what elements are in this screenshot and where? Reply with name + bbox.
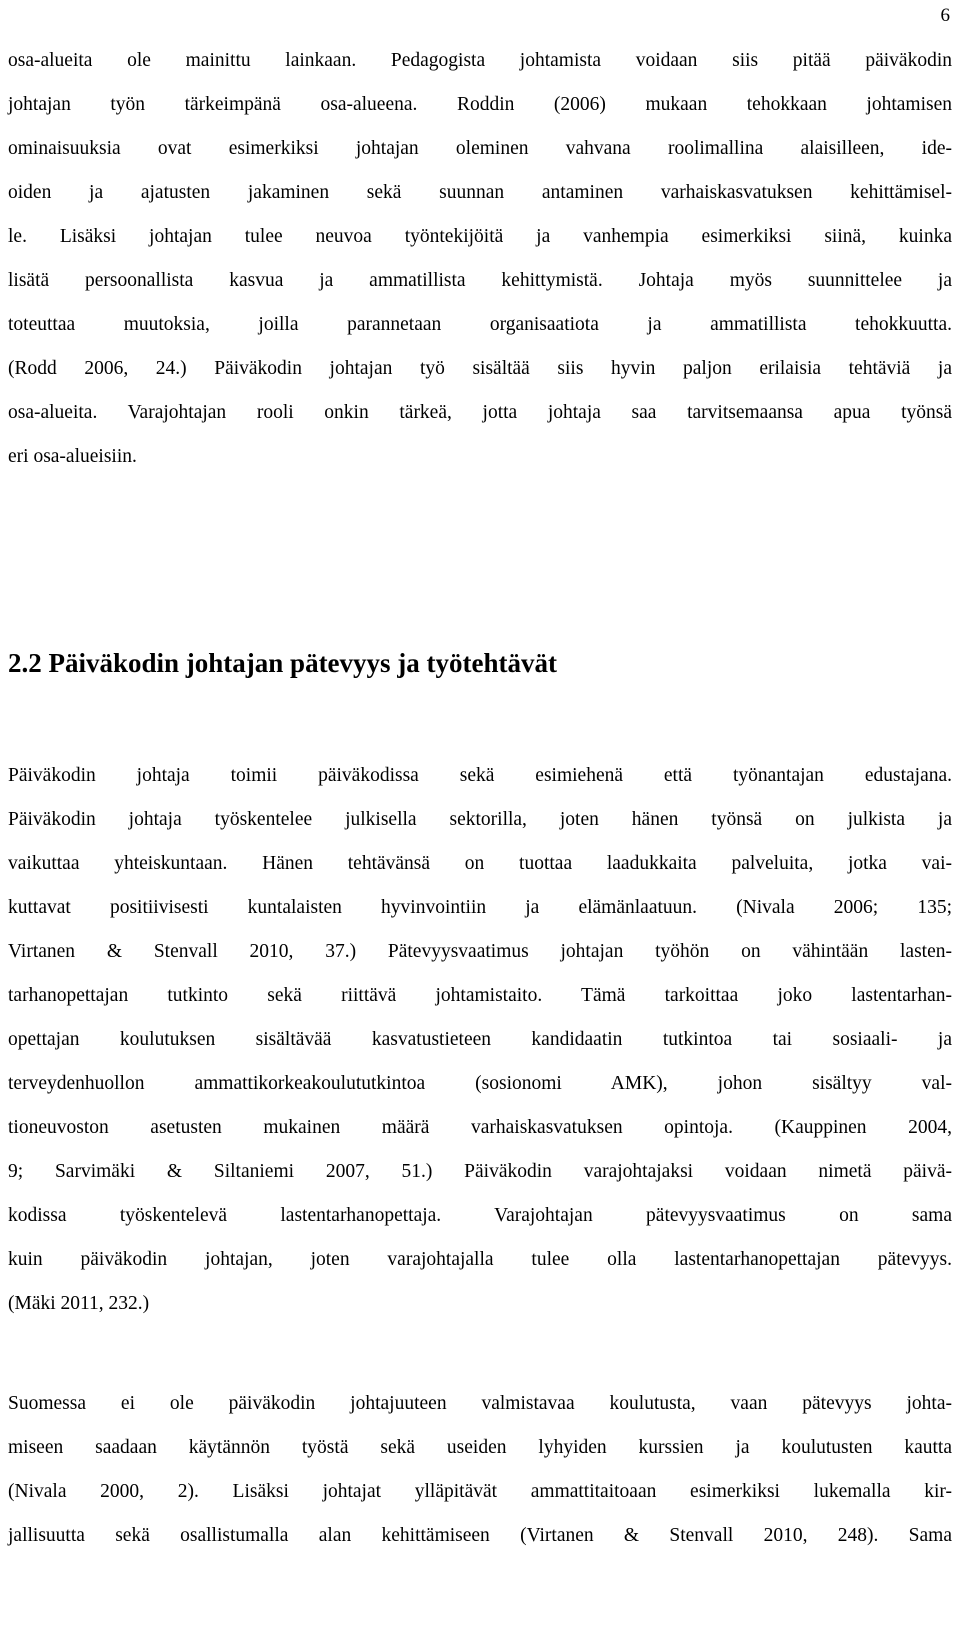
section-heading: 2.2 Päiväkodin johtajan pätevyys ja työtehtävät xyxy=(8,648,558,678)
text-line: (Nivala 2000, 2). Lisäksi johtajat ylläpitävät ammattitaitoaan esimerkiksi lukemalla kir- xyxy=(8,1481,952,1502)
text-line: osa-alueita ole mainittu lainkaan. Pedagogista johtamista voidaan siis pitää päiväkodin xyxy=(8,50,952,71)
text-line: tioneuvoston asetusten mukainen määrä varhaiskasvatuksen opintoja. (Kauppinen 2004, xyxy=(8,1117,952,1138)
text-line: lisätä persoonallista kasvua ja ammatillista kehittymistä. Johtaja myös suunnittelee ja xyxy=(8,270,952,291)
text-line: terveydenhuollon ammattikorkeakoulututkintoa (sosionomi AMK), johon sisältyy val- xyxy=(8,1073,952,1094)
text-line: osa-alueita. Varajohtajan rooli onkin tärkeä, jotta johtaja saa tarvitsemaansa apua työnsä xyxy=(8,402,952,423)
text-line: kuin päiväkodin johtajan, joten varajohtajalla tulee olla lastentarhanopettajan pätevyys. xyxy=(8,1249,952,1270)
text-line: vaikuttaa yhteiskuntaan. Hänen tehtävänsä on tuottaa laadukkaita palveluita, jotka vai- xyxy=(8,853,952,874)
text-line: (Mäki 2011, 232.) xyxy=(8,1293,150,1314)
text-line: kodissa työskentelevä lastentarhanopettaja. Varajohtajan pätevyysvaatimus on sama xyxy=(8,1205,952,1226)
text-line: opettajan koulutuksen sisältävää kasvatustieteen kandidaatin tutkintoa tai sosiaali- ja xyxy=(8,1029,952,1050)
text-line: kuttavat positiivisesti kuntalaisten hyvinvointiin ja elämänlaatuun. (Nivala 2006; 135; xyxy=(8,897,952,918)
text-line: oiden ja ajatusten jakaminen sekä suunnan antaminen varhaiskasvatuksen kehittämisel- xyxy=(8,182,952,203)
text-line: Päiväkodin johtaja toimii päiväkodissa sekä esimiehenä että työnantajan edustajana. xyxy=(8,765,952,786)
text-line: 9; Sarvimäki & Siltaniemi 2007, 51.) Päiväkodin varajohtajaksi voidaan nimetä päivä- xyxy=(8,1161,952,1182)
text-line: (Rodd 2006, 24.) Päiväkodin johtajan työ sisältää siis hyvin paljon erilaisia tehtäviä ja xyxy=(8,358,952,379)
page-number: 6 xyxy=(940,5,950,26)
text-line: Suomessa ei ole päiväkodin johtajuuteen valmistavaa koulutusta, vaan pätevyys johta- xyxy=(8,1393,952,1414)
text-line: jallisuutta sekä osallistumalla alan kehittämiseen (Virtanen & Stenvall 2010, 248). Sama xyxy=(8,1525,952,1546)
text-line: johtajan työn tärkeimpänä osa-alueena. Roddin (2006) mukaan tehokkaan johtamisen xyxy=(8,94,952,115)
text-line: le. Lisäksi johtajan tulee neuvoa työntekijöitä ja vanhempia esimerkiksi siinä, kuinka xyxy=(8,226,952,247)
text-line: Päiväkodin johtaja työskentelee julkisella sektorilla, joten hänen työnsä on julkista ja xyxy=(8,809,952,830)
text-line: ominaisuuksia ovat esimerkiksi johtajan oleminen vahvana roolimallina alaisilleen, ide- xyxy=(8,138,952,159)
text-line: Virtanen & Stenvall 2010, 37.) Pätevyysvaatimus johtajan työhön on vähintään lasten- xyxy=(8,941,952,962)
text-line: eri osa-alueisiin. xyxy=(8,446,137,467)
text-line: toteuttaa muutoksia, joilla parannetaan organisaatiota ja ammatillista tehokkuutta. xyxy=(8,314,952,335)
text-line: tarhanopettajan tutkinto sekä riittävä johtamistaito. Tämä tarkoittaa joko lastentarhan- xyxy=(8,985,952,1006)
text-line: miseen saadaan käytännön työstä sekä useiden lyhyiden kurssien ja koulutusten kautta xyxy=(8,1437,952,1458)
